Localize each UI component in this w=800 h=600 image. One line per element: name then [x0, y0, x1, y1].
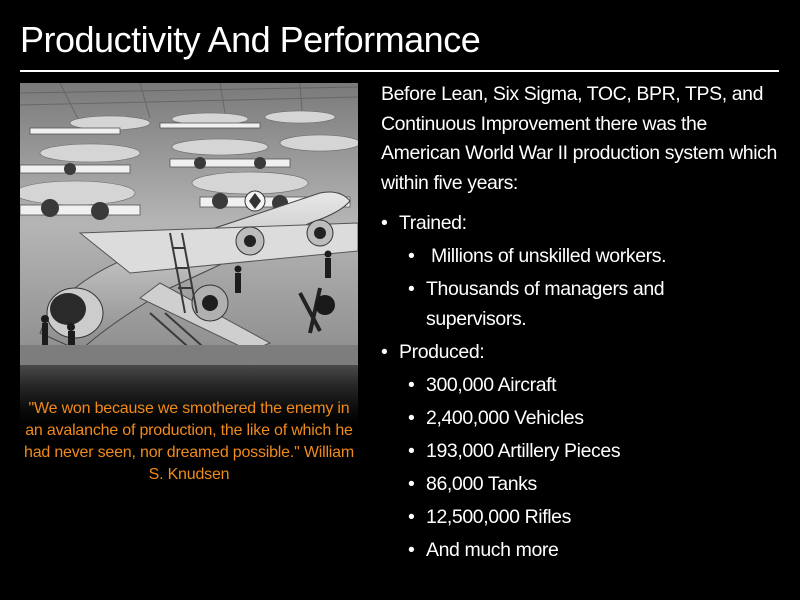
- knudsen-quote: "We won because we smothered the enemy in an avalanche of production, the like of which he had never seen, nor dreamed possible." William S. Knudsen: [24, 400, 354, 483]
- bullet-text: Thousands of managers and supervisors.: [426, 278, 665, 330]
- bullet-dot-icon: •: [408, 473, 415, 495]
- bullet-vehicles: [381, 403, 786, 433]
- bullet-dot-icon: •: [381, 212, 388, 234]
- bullet-text: And much more: [426, 539, 559, 561]
- bullet-unskilled-workers: [381, 241, 786, 271]
- bullet-rifles: [381, 502, 786, 532]
- bullet-dot-icon: •: [408, 506, 415, 528]
- intro-paragraph: Before Lean, Six Sigma, TOC, BPR, TPS, and Continuous Improvement there was the American World War II production system which within five years:: [381, 83, 777, 194]
- bullet-text: 193,000 Artillery Pieces: [426, 440, 621, 462]
- bullet-much-more: [381, 535, 786, 565]
- bullet-produced: [381, 337, 786, 367]
- bullet-text: Produced:: [399, 341, 485, 363]
- bullet-trained: [381, 208, 786, 238]
- bullet-dot-icon: •: [408, 407, 415, 429]
- title-divider: [20, 70, 779, 72]
- bullet-text: 12,500,000 Rifles: [426, 506, 571, 528]
- bullet-text: Trained:: [399, 212, 467, 234]
- bullet-dot-icon: •: [408, 245, 415, 267]
- bullet-text: 86,000 Tanks: [426, 473, 537, 495]
- bullet-dot-icon: •: [408, 440, 415, 462]
- bomber-assembly-line-photo: [20, 83, 358, 365]
- bullet-dot-icon: •: [381, 341, 388, 363]
- bullet-artillery: [381, 436, 786, 466]
- bullet-aircraft: [381, 370, 786, 400]
- bullet-text: 300,000 Aircraft: [426, 374, 557, 396]
- bullet-tanks: [381, 469, 786, 499]
- slide-title: Productivity And Performance: [20, 19, 481, 60]
- bullet-dot-icon: •: [408, 278, 415, 300]
- bullet-text: Millions of unskilled workers.: [426, 245, 667, 267]
- bullet-managers: [381, 274, 786, 334]
- bullet-list: [381, 208, 786, 568]
- bullet-dot-icon: •: [408, 539, 415, 561]
- bullet-dot-icon: •: [408, 374, 415, 396]
- bullet-text: 2,400,000 Vehicles: [426, 407, 584, 429]
